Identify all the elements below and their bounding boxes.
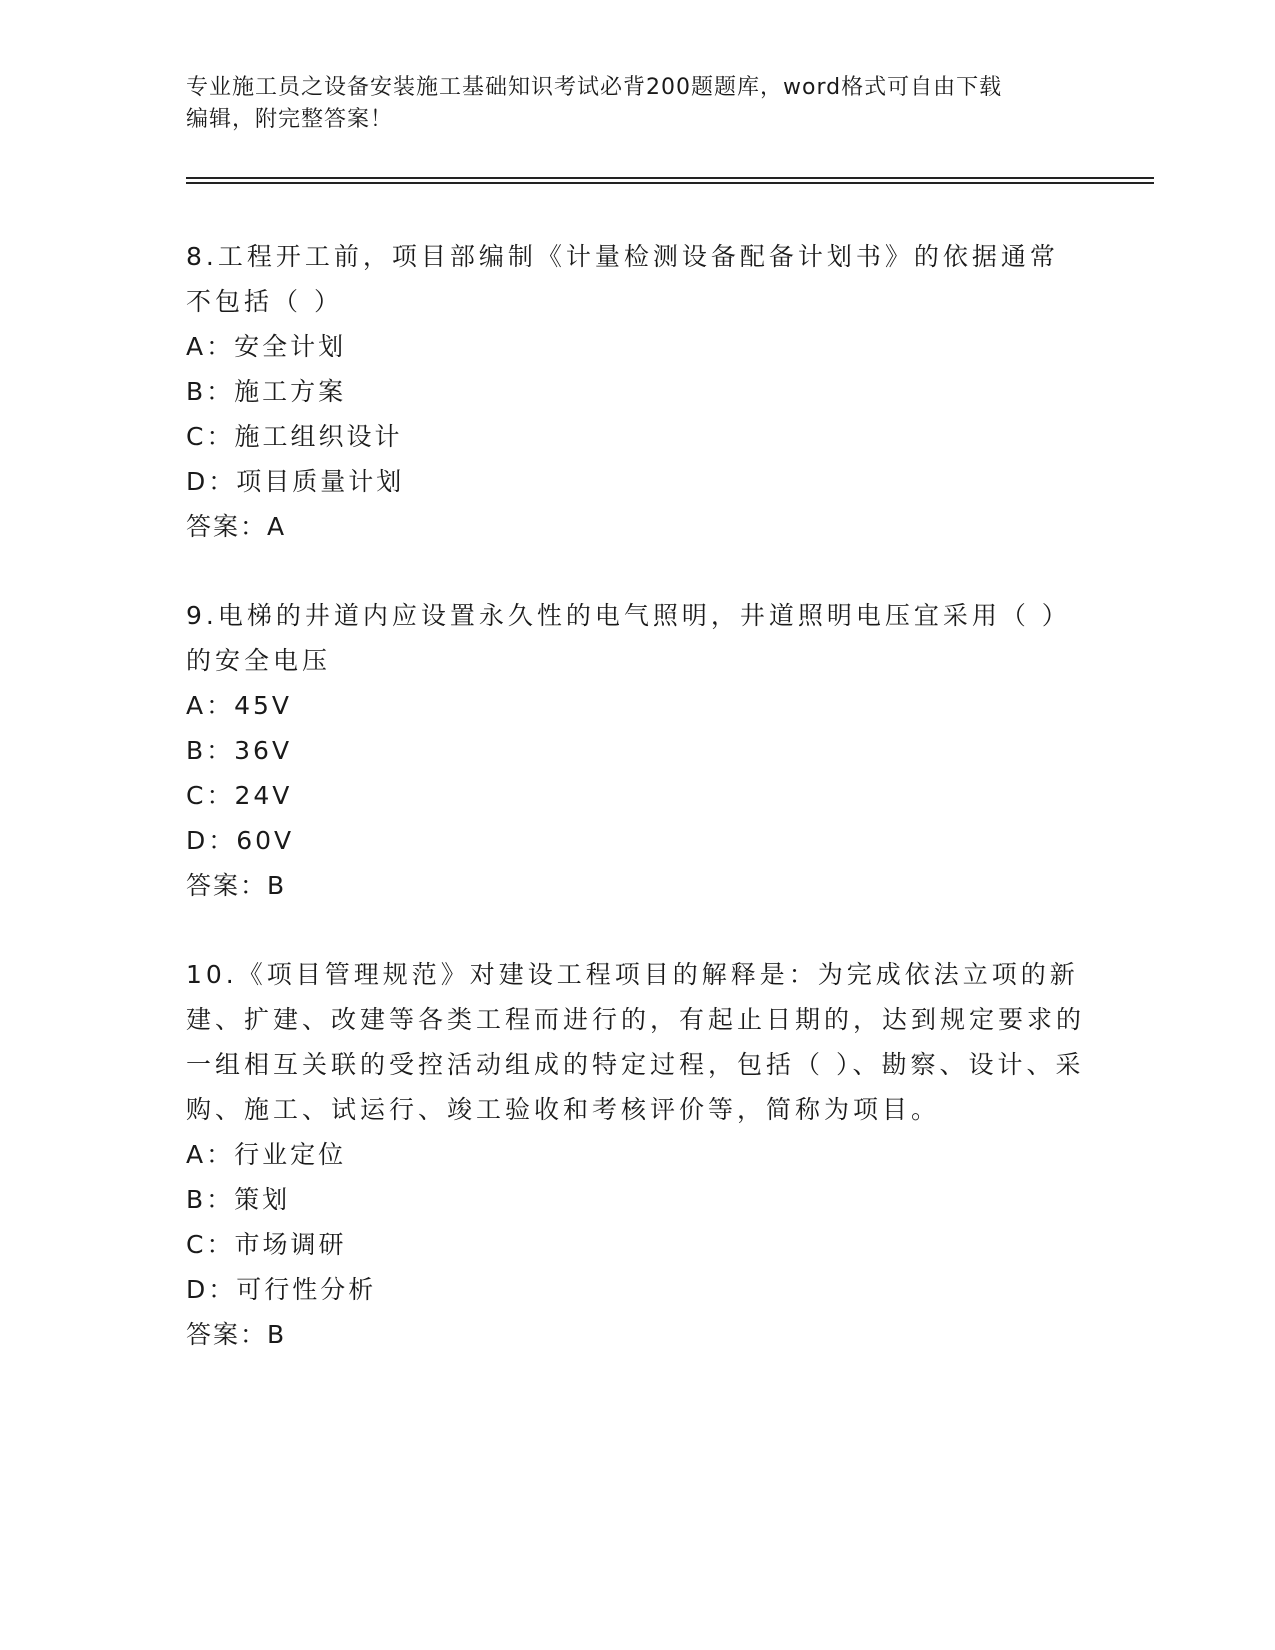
answer-label: 答案：B	[186, 1320, 287, 1349]
option-c: C：24V	[186, 781, 293, 810]
question-list	[186, 234, 1086, 1401]
header-divider-top	[186, 177, 1154, 179]
option-c: C：施工组织设计	[186, 422, 403, 451]
option-a: A：安全计划	[186, 332, 347, 361]
question-10	[186, 952, 1086, 1357]
answer-label: 答案：B	[186, 871, 287, 900]
question-8	[186, 234, 1086, 549]
option-a: A：行业定位	[186, 1140, 347, 1169]
option-a: A：45V	[186, 691, 293, 720]
option-d: D：60V	[186, 826, 295, 855]
document-header	[186, 72, 1086, 136]
option-d: D：项目质量计划	[186, 467, 405, 496]
header-title-line2: 编辑，附完整答案！	[186, 107, 394, 132]
question-9	[186, 593, 1086, 908]
header-title-line1: 专业施工员之设备安装施工基础知识考试必背200题题库，word格式可自由下载	[186, 75, 1003, 100]
question-text: 8.工程开工前，项目部编制《计量检测设备配备计划书》的依据通常不包括（ ）	[186, 242, 1059, 316]
option-b: B：策划	[186, 1185, 291, 1214]
answer-label: 答案：A	[186, 512, 287, 541]
header-divider-bottom	[186, 182, 1154, 184]
option-c: C：市场调研	[186, 1230, 347, 1259]
question-text: 9.电梯的井道内应设置永久性的电气照明，井道照明电压宜采用（ ）的安全电压	[186, 601, 1071, 675]
option-b: B：36V	[186, 736, 293, 765]
option-d: D：可行性分析	[186, 1275, 377, 1304]
option-b: B：施工方案	[186, 377, 347, 406]
question-text: 10.《项目管理规范》对建设工程项目的解释是：为完成依法立项的新建、扩建、改建等各类工程而进行的，有起止日期的，达到规定要求的一组相互关联的受控活动组成的特定过程，包括（ ）、勘察、设计、采购、施工、试运行、竣工验收和考核评价等，简称为项目。	[186, 960, 1086, 1124]
